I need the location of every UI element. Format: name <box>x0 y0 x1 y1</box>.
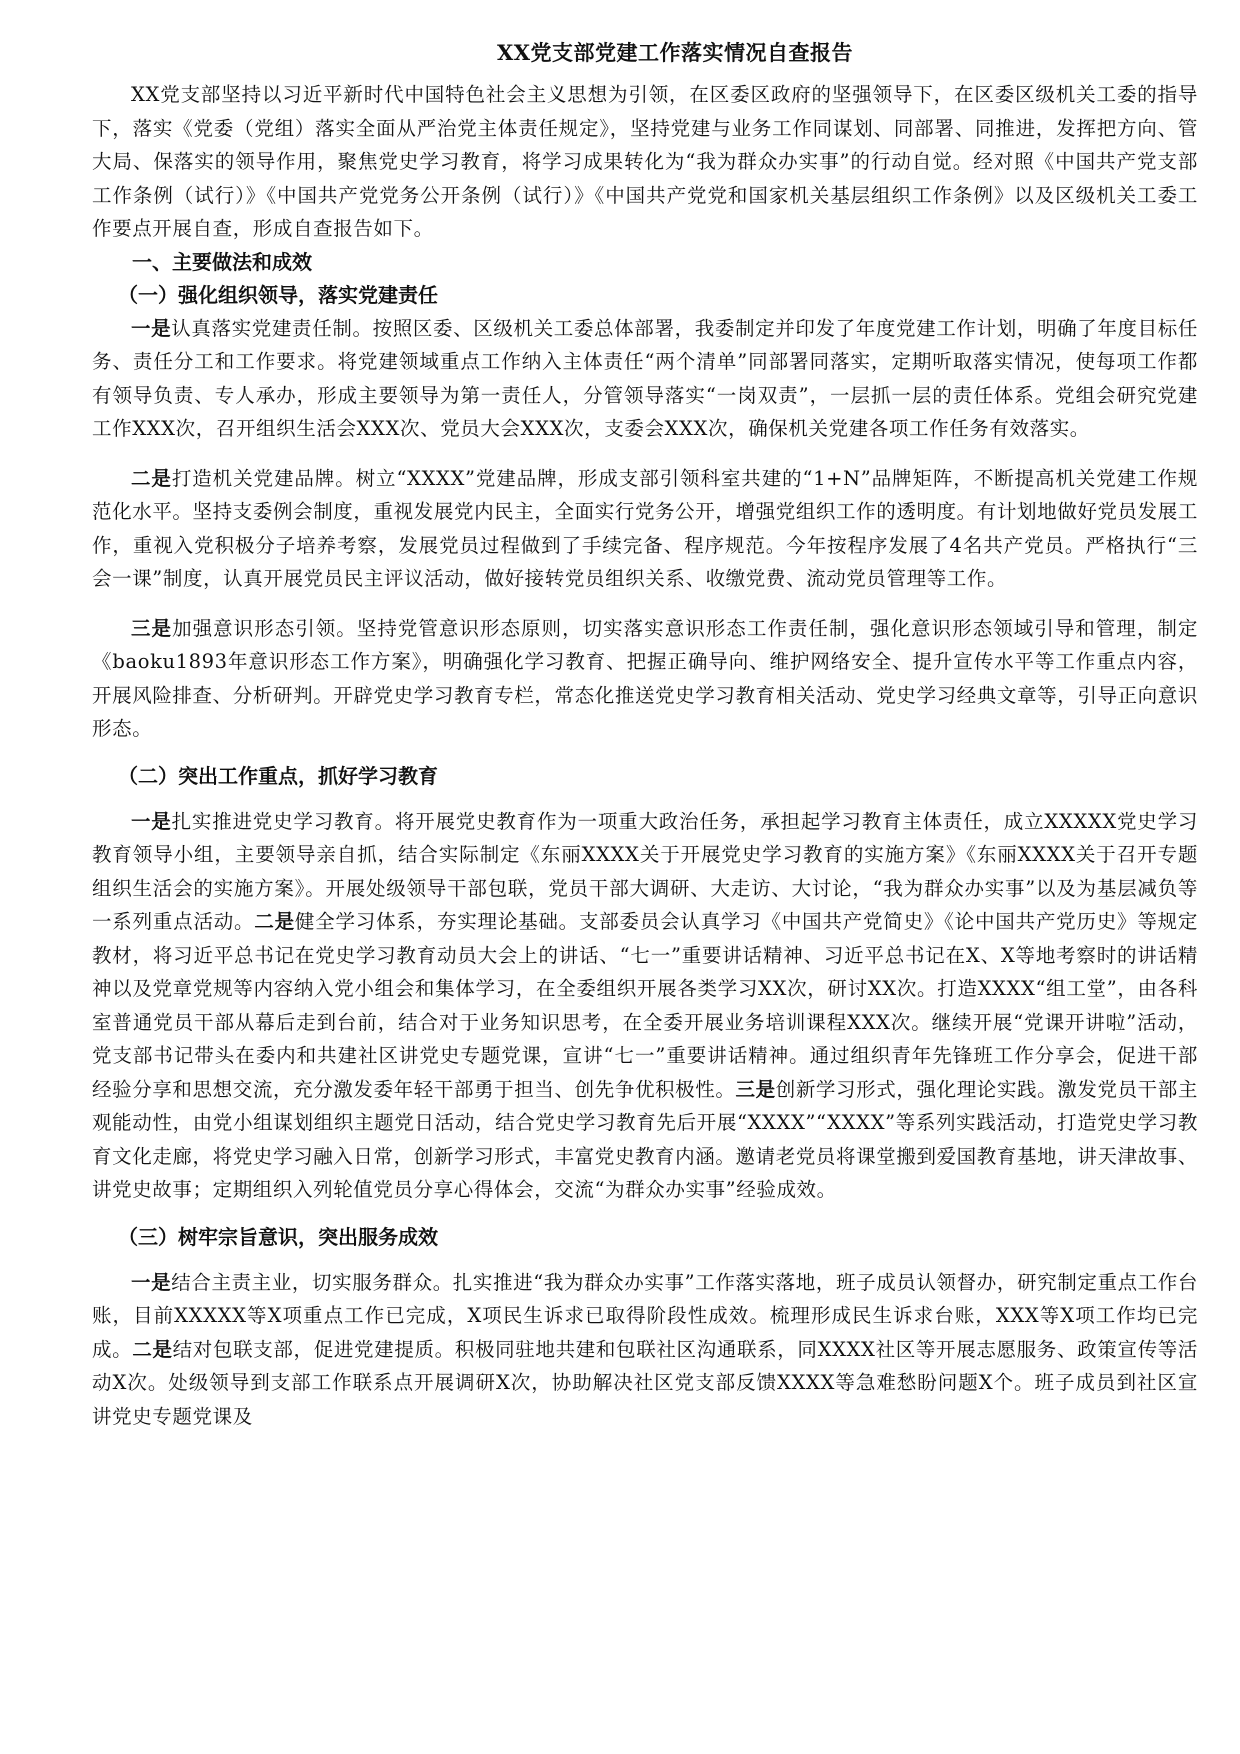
subsection-heading-1: （一）强化组织领导，落实党建责任 <box>118 282 438 307</box>
lead-marker: 一是 <box>131 316 172 340</box>
lead-marker: 一是 <box>131 809 172 833</box>
paragraph-text: 认真落实党建责任制。按照区委、区级机关工委总体部署，我委制定并印发了年度党建工作计划，明确了年度目标任务、责任分工和工作要求。将党建领域重点工作纳入主体责任“两个清单”同部署同落实，定期听取落实情况，使每项工作都有领导负责、专人承办，形成主要领导为第一责任人，分管领导落实“一岗双责”，一层抓一层的责任体系。党组会研究党建工作XXX次，召开组织生活会XXX次、党员大会XXX次，支委会XXX次，确保机关党建各项工作任务有效落实。 <box>92 316 1198 440</box>
intro-paragraph: XX党支部坚持以习近平新时代中国特色社会主义思想为引领，在区委区政府的坚强领导下，在区委区级机关工委的指导下，落实《党委（党组）落实全面从严治党主体责任规定》，坚持党建与业务工作同谋划、同部署、同推进，发挥把方向、管大局、保落实的领导作用，聚焦党史学习教育，将学习成果转化为“我为群众办实事”的行动自觉。经对照《中国共产党支部工作条例（试行）》《中国共产党党务公开条例（试行）》《中国共产党党和国家机关基层组织工作条例》以及区级机关工委工作要点开展自查，形成自查报告如下。 <box>92 83 1198 240</box>
paragraph-text: 结对包联支部，促进党建提质。积极同驻地共建和包联社区沟通联系，同XXXX社区等开展志愿服务、政策宣传等活动X次。处级领导到支部工作联系点开展调研X次，协助解决社区党支部反馈XXXX等急难愁盼问题X个。班子成员到社区宣讲党史专题党课及 <box>92 1337 1198 1428</box>
lead-marker: 一是 <box>131 1270 172 1294</box>
paragraph-text: 扎实推进党史学习教育。将开展党史教育作为一项重大政治任务，承担起学习教育主体责任，成立XXXXX党史学习教育领导小组，主要领导亲自抓，结合实际制定《东丽XXXX关于开展党史学习教育的实施方案》《东丽XXXX关于召开专题组织生活会的实施方案》。开展处级领导干部包联，党员干部大调研、大走访、大讨论，“我为群众办实事”以及为基层减负等一系列重点活动。 <box>92 809 1198 933</box>
paragraph-text: 结合主责主业，切实服务群众。扎实推进“我为群众办实事”工作落实落地，班子成员认领督办，研究制定重点工作台账，目前XXXXX等X项重点工作已完成，X项民生诉求已取得阶段性成效。梳理形成民生诉求台账，XXX等X项工作均已完成。 <box>92 1270 1199 1361</box>
paragraph-3-1 <box>92 1266 1198 1434</box>
lead-marker: 二是 <box>132 1337 173 1361</box>
lead-marker: 三是 <box>131 616 173 640</box>
document-title: XX党支部党建工作落实情况自查报告 <box>496 40 854 65</box>
paragraph-2-1 <box>92 805 1198 1207</box>
paragraph-text: 创新学习形式，强化理论实践。激发党员干部主观能动性，由党小组谋划组织主题党日活动，结合党史学习教育先后开展“XXXX”“XXXX”等系列实践活动，打造党史学习教育文化走廊，将党史学习融入日常，创新学习形式，丰富党史教育内涵。邀请老党员将课堂搬到爱国教育基地，讲天津故事、讲党史故事；定期组织入列轮值党员分享心得体会，交流“为群众办实事”经验成效。 <box>92 1077 1198 1201</box>
lead-marker: 三是 <box>735 1077 776 1101</box>
paragraph-1-1 <box>92 312 1198 446</box>
subsection-heading-3: （三）树牢宗旨意识，突出服务成效 <box>118 1224 438 1249</box>
section-heading-1: 一、主要做法和成效 <box>132 249 312 274</box>
paragraph-text: 打造机关党建品牌。树立“XXXX”党建品牌，形成支部引领科室共建的“1+N”品牌矩阵，不断提高机关党建工作规范化水平。坚持支委例会制度，重视发展党内民主，全面实行党务公开，增强党组织工作的透明度。有计划地做好党员发展工作，重视入党积极分子培养考察，发展党员过程做到了手续完备、程序规范。今年按程序发展了4名共产党员。严格执行“三会一课”制度，认真开展党员民主评议活动，做好接转党员组织关系、收缴党费、流动党员管理等工作。 <box>92 466 1198 590</box>
paragraph-1-3 <box>92 612 1198 746</box>
lead-marker: 二是 <box>254 910 295 933</box>
paragraph-text: 健全学习体系，夯实理论基础。支部委员会认真学习《中国共产党简史》《论中国共产党历史》等规定教材，将习近平总书记在党史学习教育动员大会上的讲话、“七一”重要讲话精神、习近平总书记在X、X等地考察时的讲话精神以及党章党规等内容纳入党小组会和集体学习，在全委组织开展各类学习XX次，研讨XX次。打造XXXX“组工堂”，由各科室普通党员干部从幕后走到台前，结合对于业务知识思考，在全委开展业务培训课程XXX次。继续开展“党课开讲啦”活动，党支部书记带头在委内和共建社区讲党史专题党课，宣讲“七一”重要讲话精神。通过组织青年先锋班工作分享会，促进干部经验分享和思想交流，充分激发委年轻干部勇于担当、创先争优积极性。 <box>92 910 1198 1101</box>
paragraph-1-2 <box>92 462 1198 596</box>
lead-marker: 二是 <box>131 466 172 490</box>
subsection-heading-2: （二）突出工作重点，抓好学习教育 <box>118 763 438 788</box>
paragraph-text: 加强意识形态引领。坚持党管意识形态原则，切实落实意识形态工作责任制，强化意识形态领域引导和管理，制定《baoku1893年意识形态工作方案》，明确强化学习教育、把握正确导向、维护网络安全、提升宣传水平等工作重点内容，开展风险排查、分析研判。开辟党史学习教育专栏，常态化推送党史学习教育相关活动、党史学习经典文章等，引导正向意识形态。 <box>92 616 1198 740</box>
